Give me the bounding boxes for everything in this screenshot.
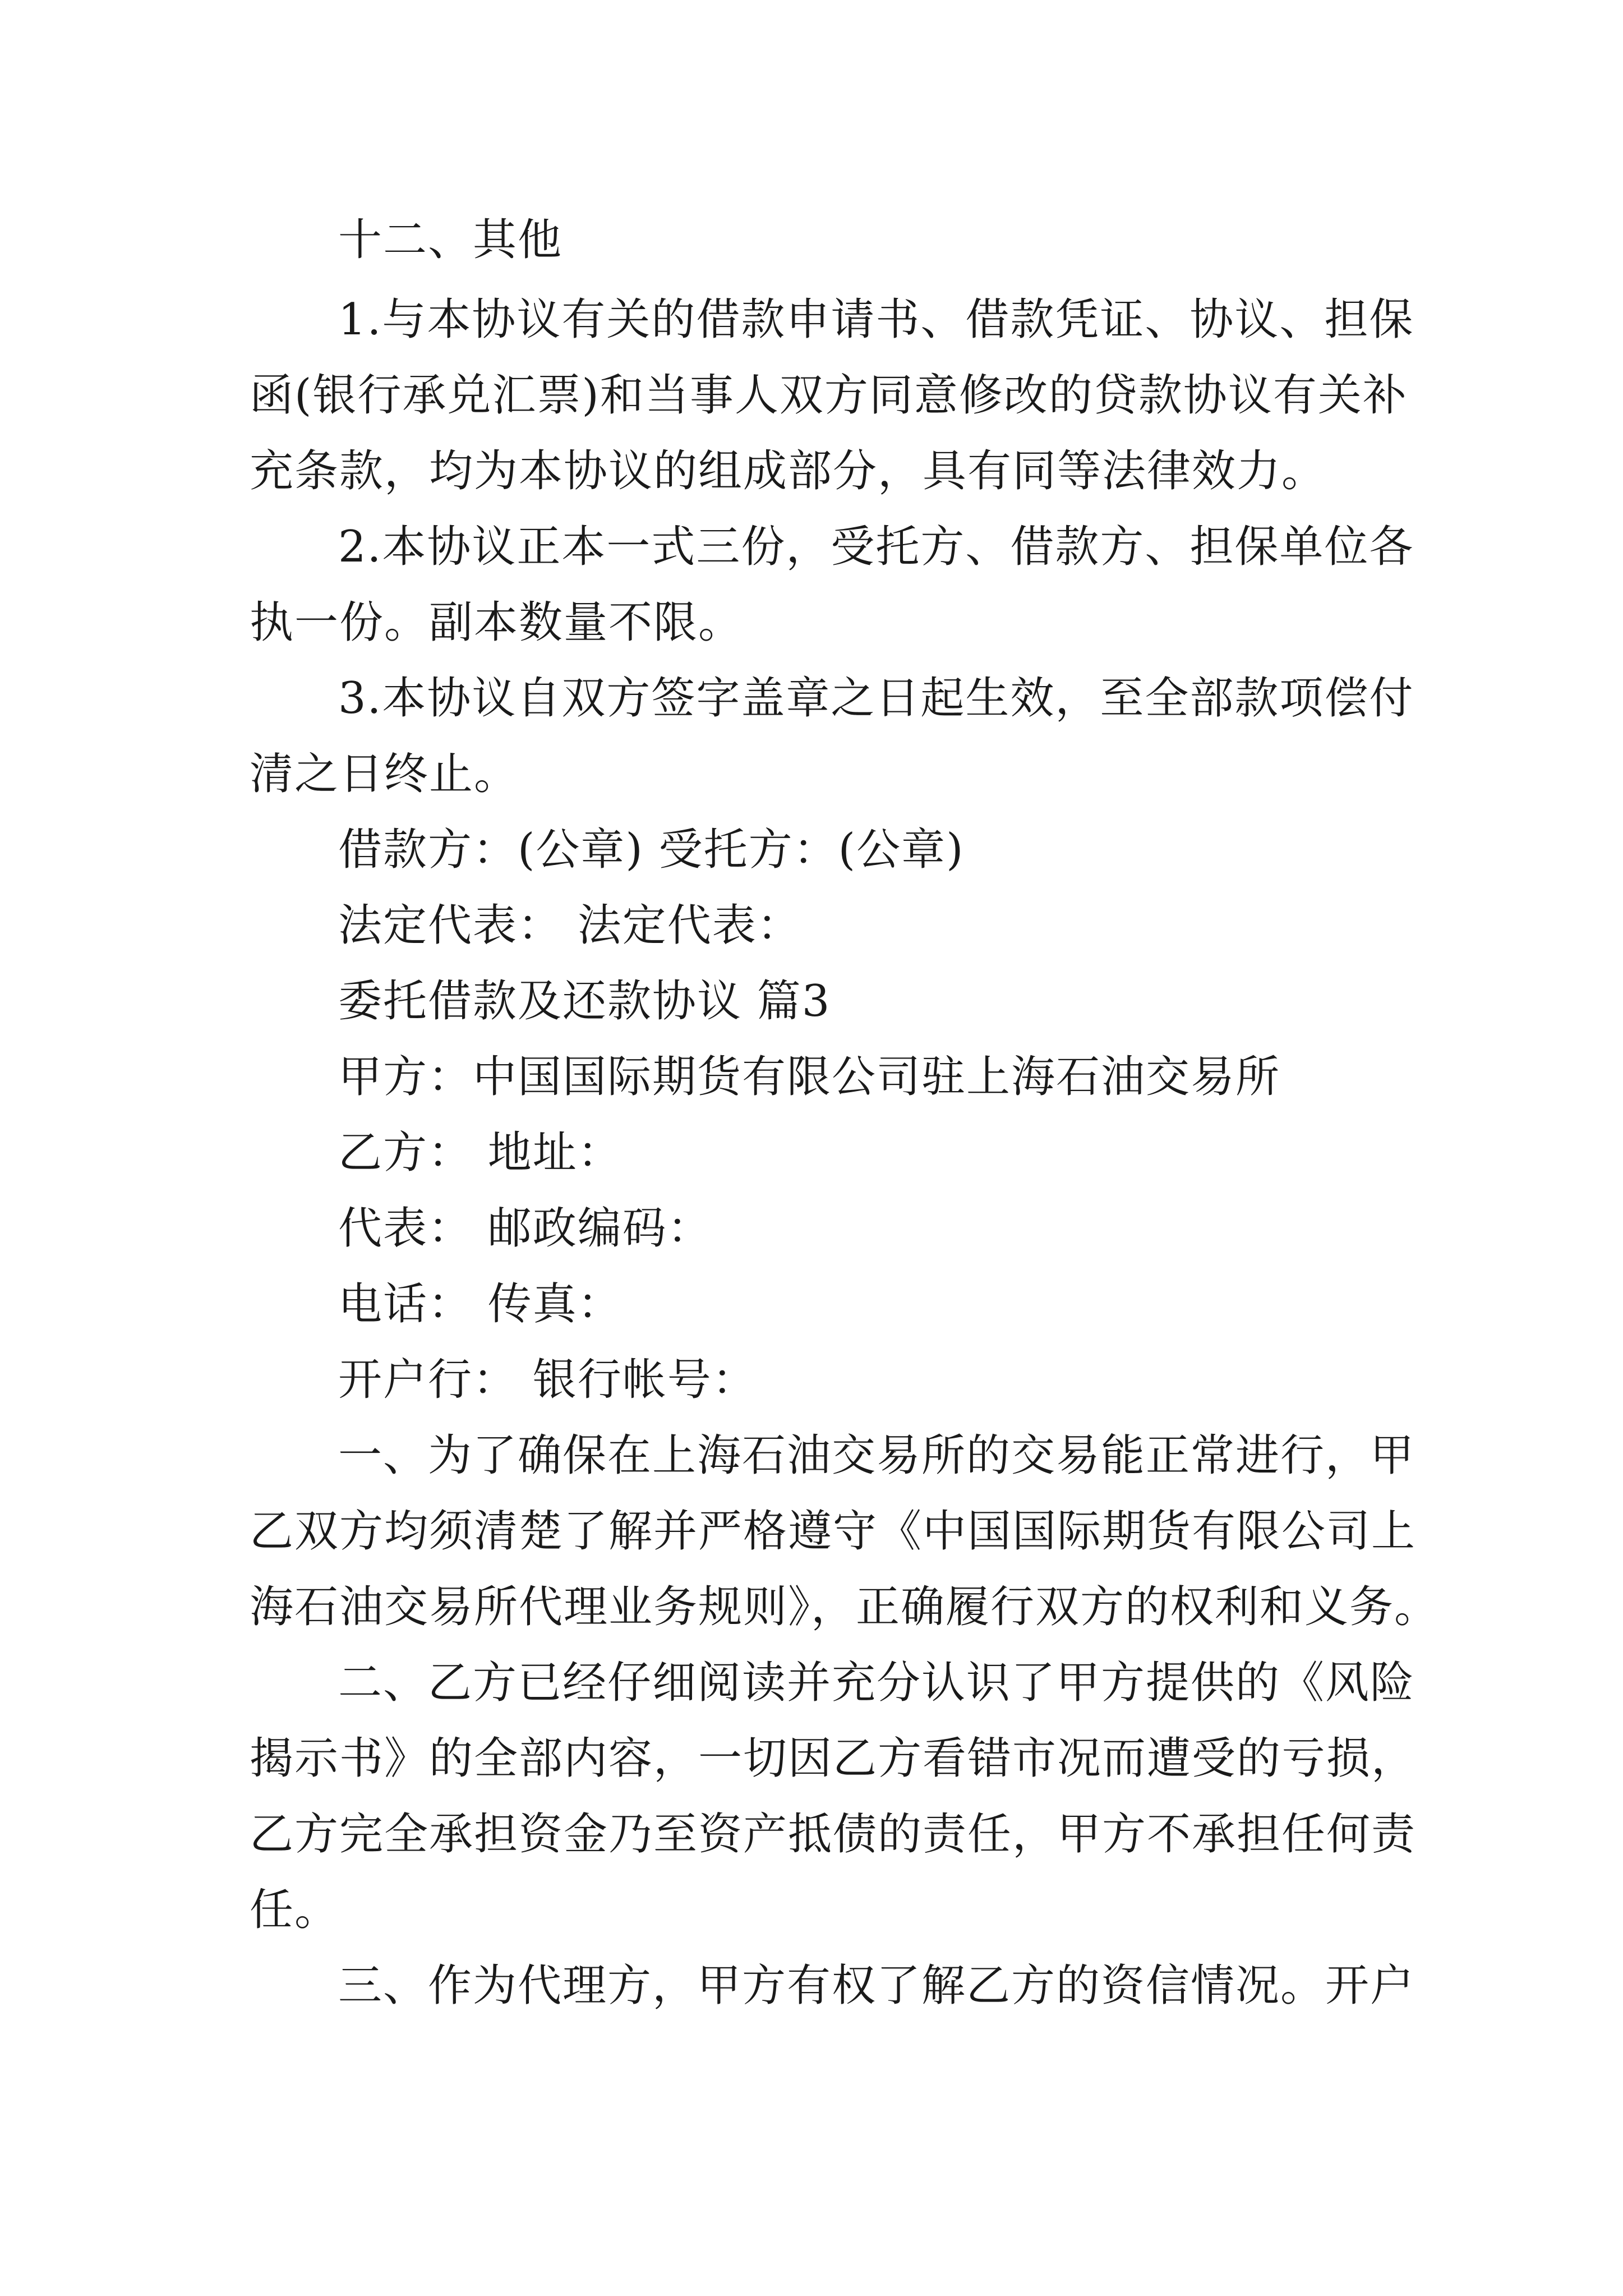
paragraph-line: 海石油交易所代理业务规则》，正确履行双方的权利和义务。 (250, 1582, 1440, 1632)
paragraph-line: 执一份。副本数量不限。 (250, 597, 744, 648)
party-info-line: 开户行： 银行帐号： (338, 1355, 757, 1405)
paragraph-line: 清之日终止。 (250, 749, 519, 799)
paragraph-line: 乙方完全承担资金乃至资产抵债的责任，甲方不承担任何责 (250, 1809, 1417, 1860)
party-info-line: 乙方： 地址： (338, 1128, 623, 1178)
paragraph-line: 2.本协议正本一式三份，受托方、借款方、担保单位各 (338, 522, 1414, 572)
paragraph-line: 1.与本协议有关的借款申请书、借款凭证、协议、担保 (338, 295, 1414, 345)
paragraph-line: 揭示书》的全部内容，一切因乙方看错市况而遭受的亏损， (250, 1733, 1417, 1784)
paragraph-line: 乙双方均须清楚了解并严格遵守《中国国际期货有限公司上 (250, 1506, 1417, 1557)
party-info-line: 代表： 邮政编码： (338, 1203, 712, 1254)
paragraph-line: 三、作为代理方，甲方有权了解乙方的资信情况。开户 (338, 1961, 1415, 2011)
signature-line: 法定代表： 法定代表： (338, 900, 802, 951)
signature-line: 借款方：(公章) 受托方：(公章) (338, 825, 965, 875)
paragraph-line: 函(银行承兑汇票)和当事人双方同意修改的贷款协议有关补 (250, 370, 1408, 421)
paragraph-line: 一、为了确保在上海石油交易所的交易能正常进行，甲 (338, 1430, 1415, 1481)
party-info-line: 电话： 传真： (338, 1279, 623, 1329)
paragraph-line: 充条款，均为本协议的组成部分，具有同等法律效力。 (250, 446, 1327, 496)
section-heading: 十二、其他 (338, 215, 563, 265)
paragraph-line: 3.本协议自双方签字盖章之日起生效，至全部款项偿付 (338, 673, 1414, 724)
paragraph-line: 二、乙方已经仔细阅读并充分认识了甲方提供的《风险 (338, 1658, 1415, 1708)
party-info-line: 甲方：中国国际期货有限公司驻上海石油交易所 (338, 1052, 1281, 1102)
document-title: 委托借款及还款协议 篇3 (338, 976, 831, 1027)
paragraph-line: 任。 (250, 1885, 340, 1935)
